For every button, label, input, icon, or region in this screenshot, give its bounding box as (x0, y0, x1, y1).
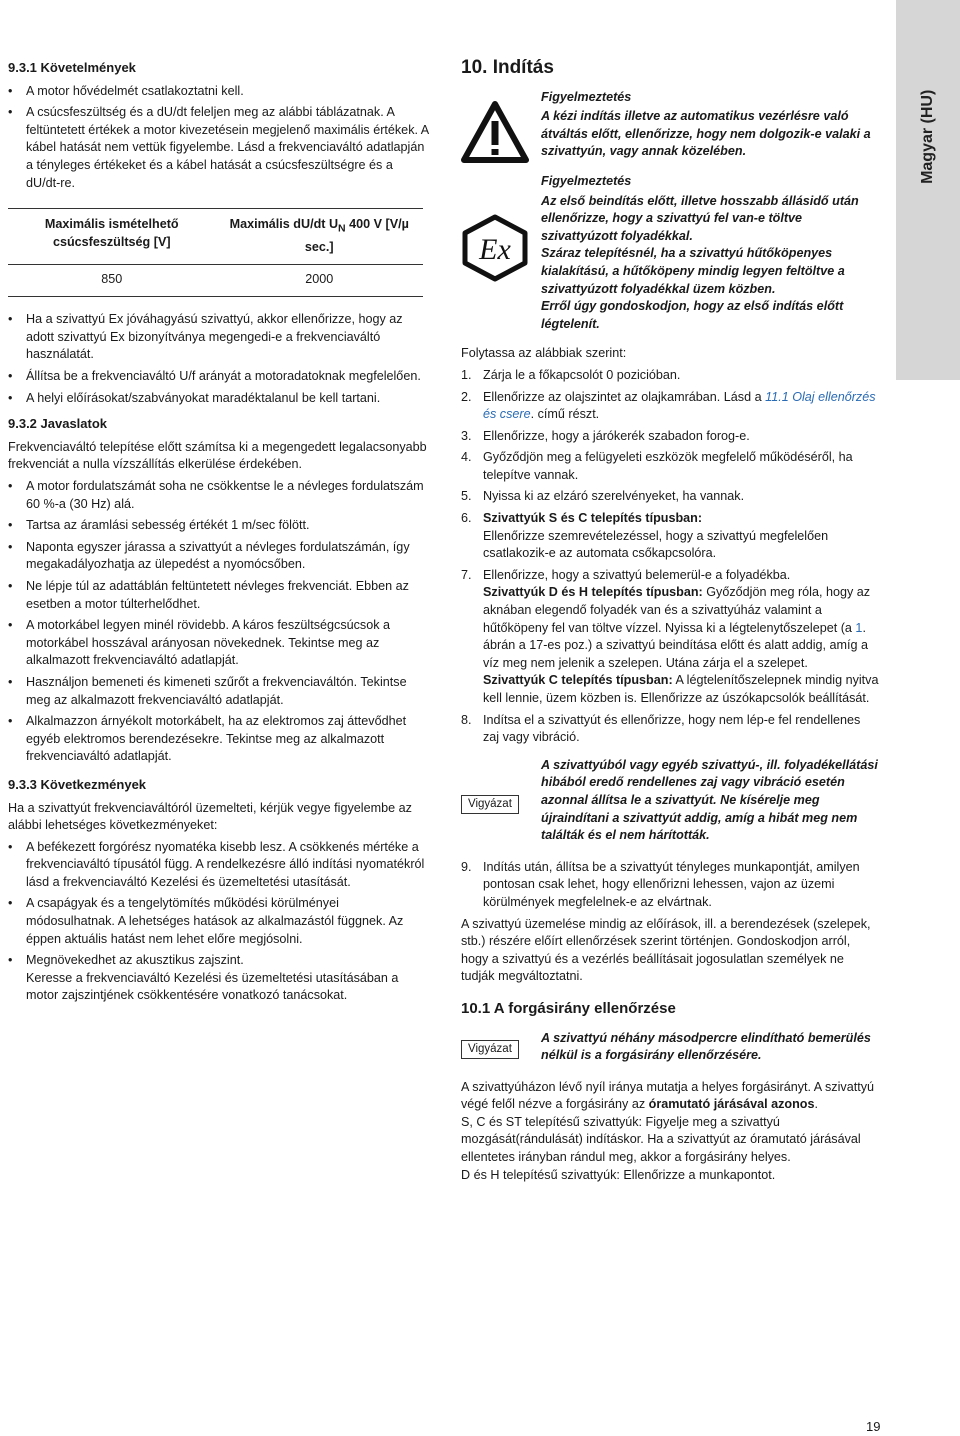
warning-heading: Figyelmeztetés (541, 89, 632, 104)
warning-triangle-icon (461, 97, 529, 167)
list-item: 7. Ellenőrizze, hogy a szivattyú belemerül-e a folyadékba. Szivattyúk D és H telepítés típusban: Győződjön meg róla, hogy az aknában elegendő folyadék van és a szivattyúház valamint a hűtőköpeny fel van töltve vízzel. Nyissa ki a légtelenytőszelepet (a 1. ábrán a 17-es poz.) a szivattyú beindítása előtt és alatt addig, amíg a víz meg nem jelenik a szelepen. Utána zárja el a szelepet. Szivattyúk C telepítés típusban: A légtelenítőszelepnek mindig nyitva kell lennie, üzem közben is. Ellenőrizze az úszókapcsolók beállítását. (461, 567, 879, 705)
voltage-table (8, 208, 423, 297)
table-header-dudt: Maximális dU/dt $U_N$ 400 V [V/µ sec.] (216, 209, 424, 265)
heading-10: 10. Indítás (461, 57, 554, 78)
svg-text:Ex: Ex (479, 232, 511, 266)
paragraph: Ha a szivattyút frekvenciaváltóról üzemelteti, kérjük vegye figyelembe az alábbi lehetséges következményeket: (8, 800, 412, 833)
heading-101: 10.1 A forgásirány ellenőrzése (461, 999, 676, 1017)
list-item: 4. Győződjön meg a felügyeleti eszközök megfelelő működéséről, ha telepítve vannak. (461, 450, 853, 482)
warning-block-manual-start (461, 89, 879, 161)
list-item: • Állítsa be a frekvenciaváltó U/f arányát a motoradatoknak megfelelően. (8, 368, 430, 386)
list-item: • Naponta egyszer járassa a szivattyút a névleges fordulatszámán, így megakadályozhatja az ülepedést a nyomócsőben. (8, 539, 430, 574)
ex-hexagon-icon (461, 213, 529, 283)
list-item: • A motor fordulatszámát soha ne csökkentse le a névleges fordulatszám 60 %-a (30 Hz) alá. (8, 478, 430, 513)
warning-heading: Figyelmeztetés (541, 173, 632, 188)
list-item: • Ne lépje túl az adattáblán feltüntetett névleges frekvenciát. Ebben az esetben a motor túlterhelődhet. (8, 578, 430, 613)
list-item: • Ha a szivattyú Ex jóváhagyású szivattyú, akkor ellenőrizze, hogy az adott szivattyú Ex bizonyítványa megengedi-e a frekvenciaváltó használatát. (8, 311, 430, 364)
paragraph: Folytassa az alábbiak szerint: (461, 346, 627, 361)
right-column (461, 59, 879, 1184)
list-item: 9. Indítás után, állítsa be a szivattyút tényleges munkapontját, amilyen pontosan csak lehet, hogy ellenőrizni lehessen, vajon az üzemi körülmények megfelelnek-e az elvártnak. (461, 859, 860, 909)
table-cell: 850 (8, 264, 216, 297)
caution-text: A szivattyú néhány másodpercre elindítható bemerülés nélkül is a forgásirány ellenőrzésére. (541, 1030, 871, 1063)
heading-933: 9.3.3 Következmények (8, 776, 147, 792)
list-item: • Tartsa az áramlási sebesség értékét 1 m/sec fölött. (8, 517, 430, 535)
requirements-list-2 (8, 311, 430, 407)
caution-text: A szivattyúból vagy egyéb szivattyú-, ill. folyadékellátási hibából eredő rendellenes zaj vagy vibráció esetén azonnal állítsa le a szivattyút. Ne kísérelje meg újraindítani a szivattyút addig, amíg a hibát meg nem találták és el nem hárították. (541, 757, 878, 843)
caution-block-noise (461, 757, 879, 845)
list-item: • A csapágyak és a tengelytömítés működési körülményei módosulhatnak. A lehetséges hatások az alkalmazástól függnek. Az éppen aktuális hatást nem lehet előre megjósolni. (8, 895, 430, 948)
startup-steps (461, 367, 879, 747)
warning-text: Erről úgy gondoskodjon, hogy az első indítás előtt légtelenít. (541, 299, 844, 331)
consequences-list (8, 839, 430, 1005)
list-item: • Használjon bemeneti és kimeneti szűrőt a frekvenciaváltón. Tekintse meg az alkalmazott frekvenciaváltó adatlapját. (8, 674, 430, 709)
figure-link[interactable]: 1 (855, 620, 863, 635)
paragraph: S, C és ST telepítésű szivattyúk: Figyelje meg a szivattyú mozgását(rándulását) indításkor. Ha a szivattyút az óramutató járásával ellentetes irányban rándul meg, akkor a forgásirány helyes. (461, 1114, 861, 1165)
paragraph: D és H telepítésű szivattyúk: Ellenőrizze a munkapontot. (461, 1167, 776, 1182)
caution-label: Vigyázat (461, 795, 519, 814)
warning-text: Az első beindítás előtt, illetve hosszabb állásidő után ellenőrizze, hogy a szivattyú fel van-e töltve szivattyúzott folyadékkal. (541, 193, 859, 243)
language-tab (896, 0, 960, 380)
left-column (8, 59, 430, 1009)
warning-text: A kézi indítás illetve az automatikus vezérlésre való átváltás előtt, ellenőrizze, hogy nem dolgozik-e valaki a szivattyún, vagy annak közelében. (541, 109, 871, 159)
list-item: • A befékezett forgórész nyomatéka kisebb lesz. A csökkenés mértéke a frekvenciaváltó típusától függ. A rendelkezésre álló indítási nyomatékról lásd a frekvenciaváltó Kezelési és üzemeltetési utasítását. (8, 839, 430, 892)
requirements-list (8, 83, 430, 193)
list-item: 8. Indítsa el a szivattyút és ellenőrizze, hogy nem lép-e fel rendellenes zaj vagy vibráció. (461, 712, 861, 745)
table-header-peak-voltage: Maximális ismételhető csúcsfeszültség [V] (8, 209, 216, 265)
list-item: 2. Ellenőrizze az olajszintet az olajkamrában. Lásd a 11.1 Olaj ellenőrzés és csere. című részt. (461, 389, 876, 422)
startup-steps-cont (461, 859, 879, 912)
warning-block-ex (461, 173, 879, 333)
caution-label: Vigyázat (461, 1040, 519, 1059)
table-cell: 2000 (216, 264, 424, 297)
section-link[interactable]: 11.1 Olaj ellenőrzés és csere (483, 389, 876, 422)
list-item: 3. Ellenőrizze, hogy a járókerék szabadon forog-e. (461, 428, 750, 443)
caution-block-rotation (461, 1030, 879, 1065)
paragraph: Frekvenciaváltó telepítése előtt számítsa ki a megengedett legalacsonyabb frekvenciát a nulla vízszállítás elkerülése érdekében. (8, 439, 427, 472)
list-item: • A motor hővédelmét csatlakoztatni kell. (8, 83, 430, 101)
list-item: 5. Nyissa ki az elzáró szerelvényeket, ha vannak. (461, 489, 745, 504)
list-item: • A csúcsfeszültség és a dU/dt feleljen meg az alábbi táblázatnak. A feltüntetett értékek a motor kivezetésein megjelenő maximális értékek. A kábel hatását nem vettük figyelembe. Lásd a frekvenciaváltó adatlapján a tényleges értékeket és a kábel hatását a csúcsfeszültségre és a dU/dt-re. (8, 104, 430, 192)
list-item: • Alkalmazzon árnyékolt motorkábelt, ha az elektromos zaj áttevődhet egyéb elektromos berendezésekre. Tekintse meg az alkalmazott frekvenciaváltó adatlapját. (8, 713, 430, 766)
heading-931: 9.3.1 Követelmények (8, 60, 136, 75)
language-tab-label: Magyar (HU) (919, 89, 937, 184)
list-item: 6. Szivattyúk S és C telepítés típusban: Ellenőrizze szemrevételezéssel, hogy a szivattyú megfelelően csatlakozik-e az automata csőkapcsolóra. (461, 511, 829, 561)
page-number: 19 (866, 1419, 881, 1434)
list-item: • A helyi előírásokat/szabványokat maradéktalanul be kell tartani. (8, 390, 430, 408)
paragraph: A szivattyúházon lévő nyíl iránya mutatja a helyes forgásirányt. A szivattyú végé felől nézve a forgásirány az óramutató járásával azonos. (461, 1079, 875, 1112)
paragraph: A szivattyú üzemelése mindig az előírások, ill. a berendezések (szelepek, stb.) részére előírt ellenőrzések szerint történjen. Gondoskodjon arról, hogy a szivattyú és a vezérlés beállításait jogosulatlan személyek ne tudják megváltoztatni. (461, 916, 871, 984)
recommendations-list (8, 478, 430, 766)
heading-932: 9.3.2 Javaslatok (8, 416, 108, 432)
list-item: 1. Zárja le a főkapcsolót 0 pozicióban. (461, 367, 681, 382)
warning-text: Száraz telepítésnél, ha a szivattyú hűtőköpenyes kialakítású, a hűtőköpeny mindig legyen feltöltve a szivattyúzott folyadékkal üzem közben. (541, 246, 845, 296)
list-item: • A motorkábel legyen minél rövidebb. A káros feszültségcsúcsok a motorkábel hosszával arányosan növekednek. Tekintse meg az alkalmazott frekvenciaváltó adatlapját. (8, 617, 430, 670)
list-item: • Megnövekedhet az akusztikus zajszint. Keresse a frekvenciaváltó Kezelési és üzemeltetési utasításában a motor zajszintjének csökkentésére vonatkozó tanácsokat. (8, 952, 430, 1005)
